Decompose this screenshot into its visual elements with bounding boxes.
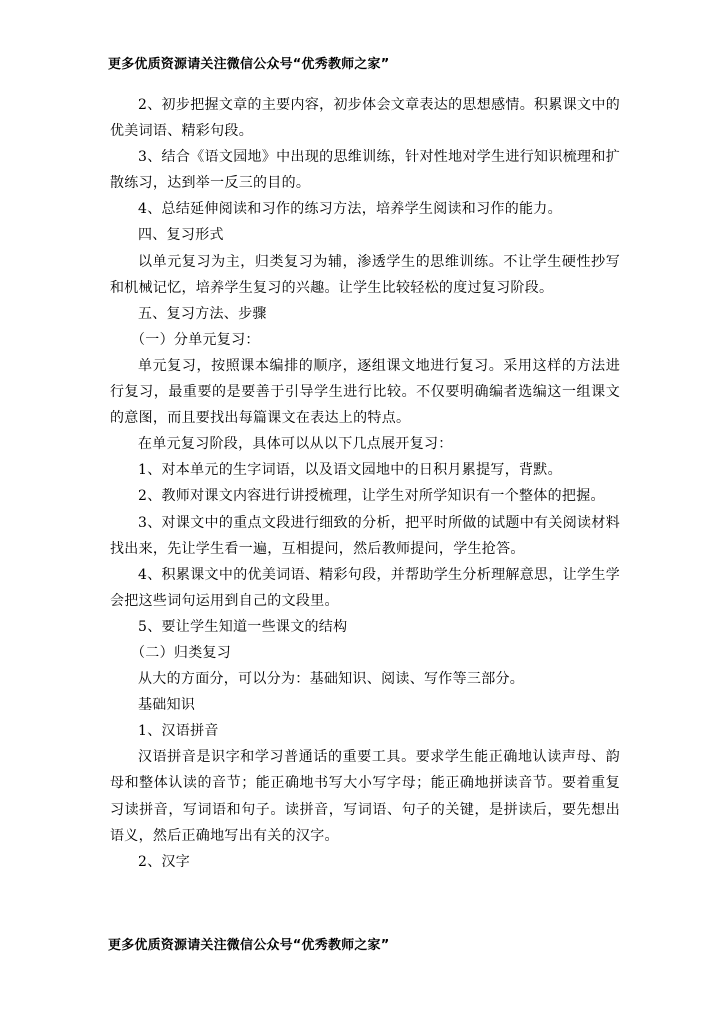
- page-footer: 更多优质资源请关注微信公众号“优秀教师之家”: [108, 938, 390, 953]
- subheading-unit-review: （一）分单元复习：: [131, 331, 260, 348]
- heading-pinyin: 1、汉语拼音: [138, 723, 219, 740]
- section-heading-review-methods: 五、复习方法、步骤: [138, 305, 267, 322]
- paragraph-review-form: 以单元复习为主，归类复习为辅，渗透学生的思维训练。不让学生硬性抄写和机械记忆，培养学生复习的兴趣。让学生比较轻松的度过复习阶段。: [110, 253, 620, 296]
- document-body: [110, 92, 620, 875]
- section-heading-review-form: 四、复习形式: [138, 227, 224, 244]
- paragraph-pinyin: 汉语拼音是识字和学习普通话的重要工具。要求学生能正确地认读声母、韵母和整体认读的音节；能正确地书写大小写字母；能正确地拼读音节。要着重复习读拼音，写词语和句子。读拼音，写词语、句子的关键，是拼读后，要先想出语义，然后正确地写出有关的汉字。: [110, 749, 620, 844]
- paragraph-category-overview: 从大的方面分，可以分为：基础知识、阅读、写作等三部分。: [138, 671, 525, 688]
- page-header: 更多优质资源请关注微信公众号“优秀教师之家”: [108, 57, 390, 72]
- paragraph-unit-review: 单元复习，按照课本编排的顺序，逐组课文地进行复习。采用这样的方法进行复习，最重要的是要善于引导学生进行比较。不仅要明确编者选编这一组课文的意图，而且要找出每篇课文在表达上的特点。: [110, 357, 620, 427]
- list-item-unit-3: 3、对课文中的重点文段进行细致的分析，把平时所做的试题中有关阅读材料找出来，先让学生看一遍，互相提问，然后教师提问，学生抢答。: [110, 514, 620, 557]
- list-item-unit-4: 4、积累课文中的优美词语、精彩句段，并帮助学生分析理解意思，让学生学会把这些词句运用到自己的文段里。: [110, 566, 620, 609]
- paragraph-goal-3: 3、结合《语文园地》中出现的思维训练，针对性地对学生进行知识梳理和扩散练习，达到举一反三的目的。: [110, 149, 620, 192]
- subheading-category-review: （二）归类复习: [131, 644, 232, 661]
- heading-hanzi: 2、汉字: [138, 853, 191, 870]
- paragraph-goal-2: 2、初步把握文章的主要内容，初步体会文章表达的思想感情。积累课文中的优美词语、精彩句段。: [110, 97, 620, 140]
- list-item-unit-5: 5、要让学生知道一些课文的结构: [138, 618, 348, 635]
- list-item-unit-1: 1、对本单元的生字词语，以及语文园地中的日积月累提写，背默。: [138, 462, 562, 479]
- heading-basic-knowledge: 基础知识: [138, 697, 196, 714]
- paragraph-unit-review-intro: 在单元复习阶段，具体可以从以下几点展开复习：: [138, 436, 453, 453]
- list-item-unit-2: 2、教师对课文内容进行讲授梳理，让学生对所学知识有一个整体的把握。: [138, 488, 605, 505]
- paragraph-goal-4: 4、总结延伸阅读和习作的练习方法，培养学生阅读和习作的能力。: [138, 201, 562, 218]
